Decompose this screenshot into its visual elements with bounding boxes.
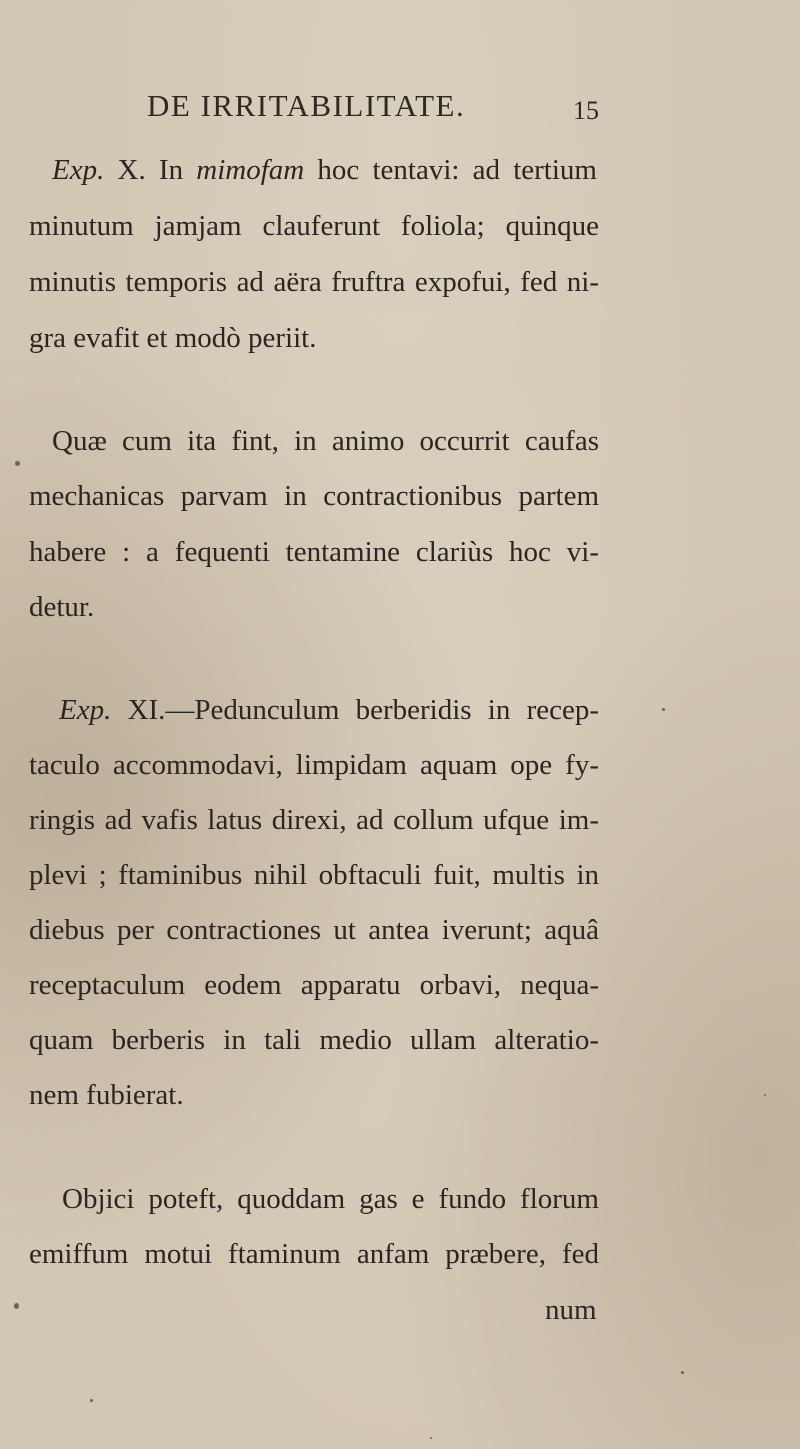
text-line: Objici poteft, quoddam gas e fundo florum [62,1183,599,1215]
text-line: gra evafit et modò periit. [29,322,317,354]
text-line [52,152,597,188]
text-line: taculo accommodavi, limpidam aquam ope fy- [29,749,599,781]
page-number: 15 [573,96,599,125]
paper-speck [14,1303,19,1309]
text-line: quam berberis in tali medio ullam alteratio- [29,1024,599,1056]
paper-speck [764,1094,766,1096]
paper-speck [90,1399,93,1402]
text-line: receptaculum eodem apparatu orbavi, nequa- [29,969,599,1001]
paper-speck [681,1371,684,1374]
text-line: nem fubierat. [29,1079,184,1111]
text-line: minutis temporis ad aëra fruftra expofui, fed ni- [29,266,599,298]
experiment-label: Exp. [59,694,112,726]
text-line: plevi ; ftaminibus nihil obftaculi fuit, multis in [29,859,599,891]
text-line: habere : a fequenti tentamine clariùs hoc vi- [29,536,599,568]
text-line: Quæ cum ita fint, in animo occurrit caufas [52,425,599,457]
experiment-label: Exp. [52,154,105,186]
running-head: DE IRRITABILITATE. [147,88,466,123]
text-line: minutum jamjam clauferunt foliola; quinque [29,210,599,242]
text-line: mechanicas parvam in contractionibus partem [29,480,599,512]
text-line: detur. [29,591,95,623]
text-line: emiffum motui ftaminum anfam præbere, fed [29,1238,599,1270]
text-fragment: XI.—Pedunculum berberidis in recep- [111,694,599,726]
paper-speck [15,461,20,466]
text-fragment: hoc tentavi: ad tertium [304,154,597,186]
text-fragment: X. In [104,154,197,186]
text-line: diebus per contractiones ut antea iverunt; aquâ [29,914,599,946]
text-line [59,692,599,728]
italic-term: mimofam [196,154,305,186]
catchword: num [545,1294,597,1326]
text-line: ringis ad vafis latus direxi, ad collum ufque im- [29,804,599,836]
paper-speck [430,1437,432,1439]
paper-speck [662,708,665,711]
